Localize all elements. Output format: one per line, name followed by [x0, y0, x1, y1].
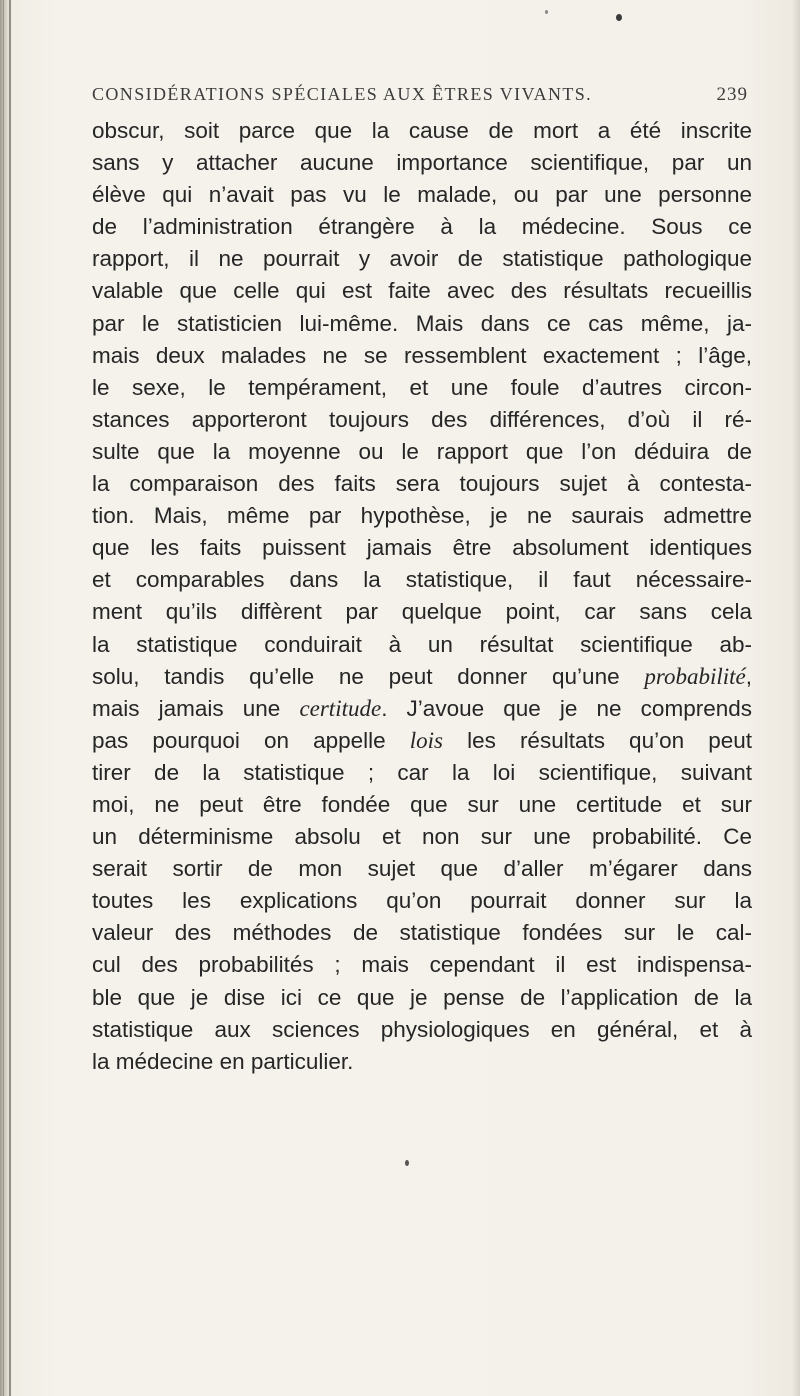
ink-speck [616, 14, 622, 21]
text-line [92, 885, 752, 917]
text-line-content: . J’avoue que je ne comprends [381, 695, 752, 721]
text-line [92, 115, 752, 147]
binding-edge-line [3, 0, 4, 1396]
text-line-content: pas pourquoi on appelle [92, 727, 410, 753]
text-line-content: mais jamais une [92, 695, 300, 721]
binding-edge-line [9, 0, 11, 1396]
text-line [92, 468, 752, 500]
text-line [92, 917, 752, 949]
text-line-content: sans y attacher aucune importance scientifique, par un [92, 150, 752, 176]
ink-speck [405, 1160, 409, 1166]
running-head: CONSIDÉRATIONS SPÉCIALES AUX ÊTRES VIVANTS. [92, 84, 593, 104]
text-line [92, 853, 752, 885]
text-line [92, 340, 752, 372]
text-line-content: les résultats qu’on peut [443, 727, 752, 753]
text-line [92, 372, 752, 404]
body-text [92, 115, 752, 1078]
text-line [92, 275, 752, 307]
text-line [92, 500, 752, 532]
text-line [92, 1014, 752, 1046]
page-right-edge [792, 0, 800, 1396]
text-line [92, 308, 752, 340]
page-number: 239 [716, 84, 748, 105]
text-line-content: toutes les explications qu’on pourrait donner sur la [92, 888, 752, 914]
text-line [92, 404, 752, 436]
text-line-content: sulte que la moyenne ou le rapport que l’on déduira de [92, 438, 752, 464]
page-header [92, 84, 752, 114]
text-line [92, 725, 752, 757]
text-line-content: tirer de la statistique ; car la loi scientifique, suivant [92, 759, 752, 785]
text-line-content: rapport, il ne pourrait y avoir de statistique pathologique [92, 246, 752, 272]
text-line-content: le sexe, le tempérament, et une foule d’autres circon- [92, 374, 752, 400]
text-line-content: valeur des méthodes de statistique fondées sur le cal- [92, 920, 752, 946]
text-line-content: tion. Mais, même par hypothèse, je ne saurais admettre [92, 503, 752, 529]
text-line [92, 821, 752, 853]
text-line [92, 982, 752, 1014]
text-line-content: statistique aux sciences physiologiques en général, et à [92, 1016, 752, 1042]
text-line-content: mais deux malades ne se ressemblent exactement ; l’âge, [92, 342, 752, 368]
text-line [92, 949, 752, 981]
text-line [92, 629, 752, 661]
text-line-content: ble que je dise ici ce que je pense de l’application de la [92, 984, 752, 1010]
text-line-content: la médecine en particulier. [92, 1048, 354, 1074]
text-line [92, 243, 752, 275]
ink-speck [545, 10, 548, 14]
text-line-content: serait sortir de mon sujet que d’aller m’égarer dans [92, 856, 752, 882]
text-line-content: élève qui n’avait pas vu le malade, ou par une personne [92, 182, 752, 208]
text-line [92, 532, 752, 564]
text-line-content: la statistique conduirait à un résultat scientifique ab- [92, 631, 752, 657]
text-line-content: cul des probabilités ; mais cependant il est indispensa- [92, 952, 752, 978]
text-line [92, 436, 752, 468]
text-line-content: solu, tandis qu’elle ne peut donner qu’une [92, 663, 645, 689]
text-line [92, 661, 752, 693]
text-line-content: obscur, soit parce que la cause de mort a été inscrite [92, 118, 752, 143]
emphasized-word: certitude [299, 695, 382, 721]
text-line-content: que les faits puissent jamais être absolument identiques [92, 535, 752, 561]
text-line-content: valable que celle qui est faite avec des résultats recueillis [92, 278, 752, 304]
text-line [92, 596, 752, 628]
text-line [92, 211, 752, 243]
text-line [92, 179, 752, 211]
text-line [92, 147, 752, 179]
emphasized-word: lois [409, 727, 444, 753]
text-line-content: moi, ne peut être fondée que sur une certitude et sur [92, 791, 752, 817]
text-line-content: de l’administration étrangère à la médecine. Sous ce [92, 214, 752, 240]
text-line [92, 693, 752, 725]
text-line-content: stances apporteront toujours des différences, d’où il ré- [92, 406, 752, 432]
text-line [92, 564, 752, 596]
text-line-content: par le statisticien lui-même. Mais dans ce cas même, ja- [92, 310, 752, 336]
text-line-content: la comparaison des faits sera toujours sujet à contesta- [92, 471, 752, 497]
text-line-content: et comparables dans la statistique, il faut nécessaire- [92, 567, 752, 593]
text-line-content: ment qu’ils diffèrent par quelque point, car sans cela [92, 599, 752, 625]
text-line [92, 757, 752, 789]
text-line [92, 789, 752, 821]
text-line-content: un déterminisme absolu et non sur une probabilité. Ce [92, 824, 752, 850]
text-line [92, 1046, 752, 1078]
emphasized-word: probabilité [644, 663, 746, 689]
text-line-content: , [745, 663, 752, 689]
